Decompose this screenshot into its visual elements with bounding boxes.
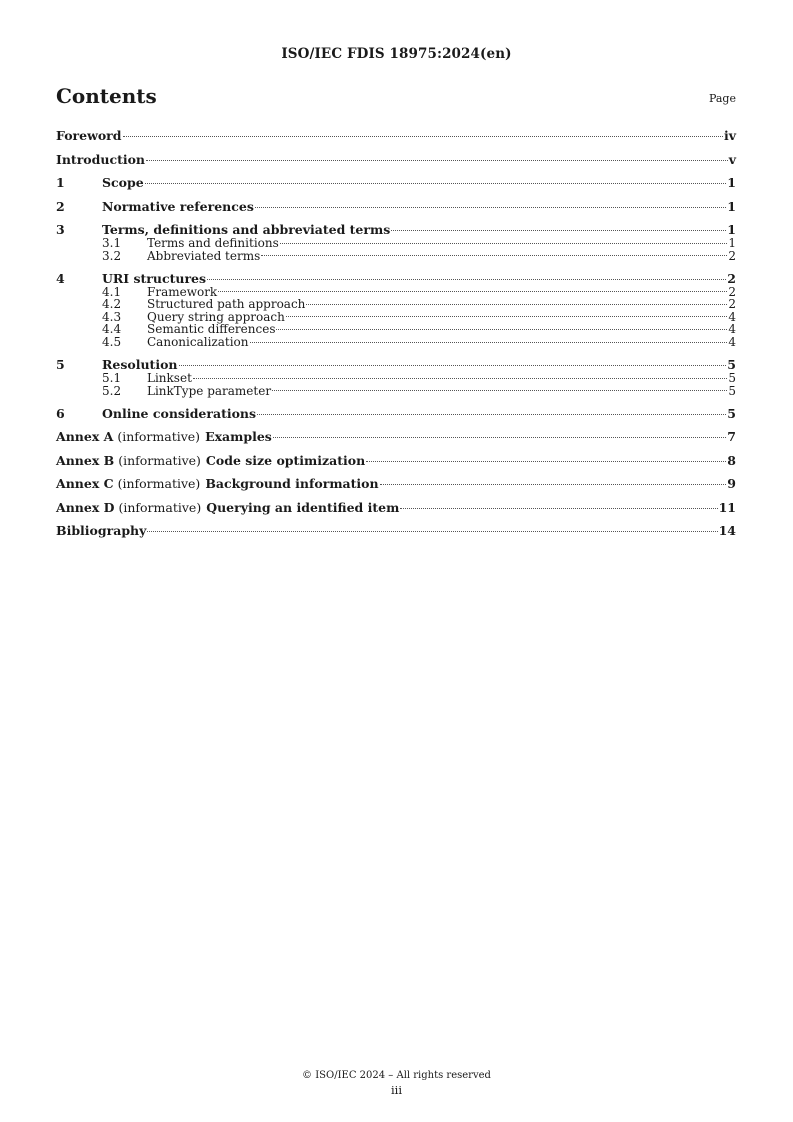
toc-entry-page: 2 — [728, 284, 736, 299]
toc-entry-title: Foreword — [56, 128, 122, 143]
annex-type: (informative) — [118, 452, 201, 468]
toc-entry-page: 1 — [727, 222, 736, 237]
toc-entry-number: 4.5 — [102, 335, 122, 350]
toc-entry-page: 4 — [728, 335, 736, 350]
dot-leader — [280, 243, 728, 244]
toc-entry-page: 8 — [727, 452, 736, 468]
annex-label: Annex B — [56, 452, 115, 468]
dot-leader — [147, 531, 717, 532]
dot-leader — [273, 437, 726, 438]
toc-entry-title: Scope — [102, 175, 144, 190]
toc-entry-page: 1 — [728, 236, 736, 250]
toc-entry-number: 4 — [56, 270, 65, 286]
toc-entry-number: 4.3 — [102, 309, 122, 324]
toc-entry-title: LinkType parameter — [147, 383, 272, 398]
dot-leader — [179, 365, 727, 366]
toc-entry-title: Query string approach — [147, 309, 285, 324]
toc-entry-page: 14 — [718, 523, 736, 539]
toc-entry-page: 1 — [727, 175, 736, 190]
toc-entry-bibliography[interactable] — [56, 524, 736, 538]
toc-entry-title: Normative references — [102, 198, 254, 214]
toc-entry-title: Structured path approach — [147, 297, 306, 312]
toc-entry-page: 4 — [728, 322, 736, 337]
toc-entry-title: Introduction — [56, 151, 146, 167]
toc-entry-number: 3 — [56, 222, 65, 237]
toc-entry-number: 2 — [56, 198, 65, 214]
toc-entry-scope[interactable] — [56, 176, 736, 190]
toc-entry-canonicalization[interactable] — [56, 336, 736, 349]
toc-entry-page: v — [728, 151, 736, 167]
dot-leader — [276, 329, 727, 330]
toc-entry-number: 5.1 — [102, 371, 122, 386]
toc-entry-annex-c[interactable] — [56, 477, 736, 491]
toc-entry-abbreviated-terms[interactable] — [56, 250, 736, 263]
toc-entry-number: 3.2 — [102, 248, 122, 263]
toc-entry-resolution[interactable] — [56, 358, 736, 372]
toc-entry-title: Linkset — [147, 371, 192, 386]
annex-type: (informative) — [117, 476, 201, 492]
toc-entry-page: 7 — [727, 429, 736, 445]
toc-entry-linktype-parameter[interactable] — [56, 385, 736, 398]
toc-entry-number: 6 — [56, 405, 65, 421]
toc-entry-title — [56, 477, 379, 491]
toc-entry-page: 2 — [728, 248, 736, 263]
toc-entry-page: 1 — [727, 198, 736, 214]
copyright-notice: © ISO/IEC 2024 – All rights reserved — [302, 1070, 491, 1081]
dot-leader — [391, 230, 726, 231]
contents-title: Contents — [56, 84, 157, 108]
toc-entry-page: 5 — [728, 371, 736, 386]
dot-leader — [286, 316, 728, 317]
toc-entry-page: 11 — [718, 499, 736, 515]
annex-label: Annex A — [56, 429, 114, 445]
page-footer — [0, 1068, 793, 1098]
toc-entry-title: Framework — [147, 284, 218, 299]
toc-entry-terms-and-definitions[interactable] — [56, 237, 736, 250]
toc-entry-uri-structures[interactable] — [56, 272, 736, 286]
page-column-label: Page — [708, 92, 736, 105]
toc-entry-page: 5 — [728, 383, 736, 398]
toc-entry-title: Bibliography — [56, 523, 147, 539]
toc-entry-foreword[interactable] — [56, 129, 736, 143]
toc-entry-annex-b[interactable] — [56, 454, 736, 468]
dot-leader — [146, 160, 728, 161]
annex-label: Annex C — [56, 476, 114, 492]
annex-title: Code size optimization — [205, 452, 366, 468]
dot-leader — [207, 279, 726, 280]
dot-leader — [193, 378, 727, 379]
toc-entry-title — [56, 501, 399, 515]
toc-entry-title: Semantic differences — [147, 322, 276, 337]
toc-entry-structured-path-approach[interactable] — [56, 298, 736, 311]
toc-entry-title — [56, 454, 365, 468]
dot-leader — [306, 304, 727, 305]
toc-entry-number: 1 — [56, 175, 65, 190]
toc-entry-number: 5.2 — [102, 383, 122, 398]
toc-entry-title: URI structures — [102, 270, 207, 286]
toc-entry-normative-references[interactable] — [56, 200, 736, 214]
toc-entry-number: 4.4 — [102, 322, 122, 337]
dot-leader — [272, 390, 727, 391]
annex-type: (informative) — [118, 499, 202, 515]
toc-entry-title: Online considerations — [102, 405, 257, 421]
toc-entry-terms[interactable] — [56, 223, 736, 237]
page-number: iii — [390, 1083, 403, 1097]
annex-title: Querying an identified item — [206, 499, 400, 515]
toc-entry-number: 5 — [56, 357, 65, 373]
toc-entry-title: Canonicalization — [147, 335, 249, 350]
toc-entry-number: 3.1 — [102, 236, 122, 250]
toc-entry-page: 5 — [727, 357, 736, 373]
toc-entry-title: Resolution — [102, 357, 178, 373]
annex-title: Examples — [205, 429, 272, 445]
dot-leader — [261, 255, 727, 256]
dot-leader — [400, 508, 717, 509]
toc-entry-online-considerations[interactable] — [56, 407, 736, 421]
annex-label: Annex D — [56, 499, 115, 515]
toc-entry-title: Terms, definitions and abbreviated terms — [102, 222, 391, 237]
dot-leader — [250, 342, 728, 343]
toc-entry-page: 4 — [728, 309, 736, 324]
table-of-contents — [56, 129, 736, 538]
toc-entry-title: Abbreviated terms — [147, 248, 261, 263]
toc-entry-page: 2 — [728, 297, 736, 312]
dot-leader — [145, 183, 727, 184]
dot-leader — [123, 136, 723, 137]
toc-entry-title — [56, 430, 272, 444]
toc-entry-number: 4.2 — [102, 297, 122, 312]
toc-entry-page: 5 — [727, 405, 736, 421]
toc-entry-title: Terms and definitions — [147, 236, 279, 250]
toc-entry-introduction[interactable] — [56, 153, 736, 167]
toc-entry-annex-a[interactable] — [56, 430, 736, 444]
annex-type: (informative) — [117, 429, 201, 445]
dot-leader — [218, 291, 727, 292]
document-header: ISO/IEC FDIS 18975:2024(en) — [281, 46, 512, 62]
dot-leader — [257, 414, 726, 415]
toc-entry-linkset[interactable] — [56, 372, 736, 385]
dot-leader — [380, 484, 727, 485]
toc-entry-page: iv — [723, 128, 736, 143]
toc-entry-number: 4.1 — [102, 284, 122, 299]
toc-entry-page: 2 — [727, 270, 736, 286]
dot-leader — [366, 461, 726, 462]
annex-title: Background information — [205, 476, 379, 492]
toc-entry-annex-d[interactable] — [56, 501, 736, 515]
toc-entry-page: 9 — [727, 476, 736, 492]
dot-leader — [255, 207, 726, 208]
